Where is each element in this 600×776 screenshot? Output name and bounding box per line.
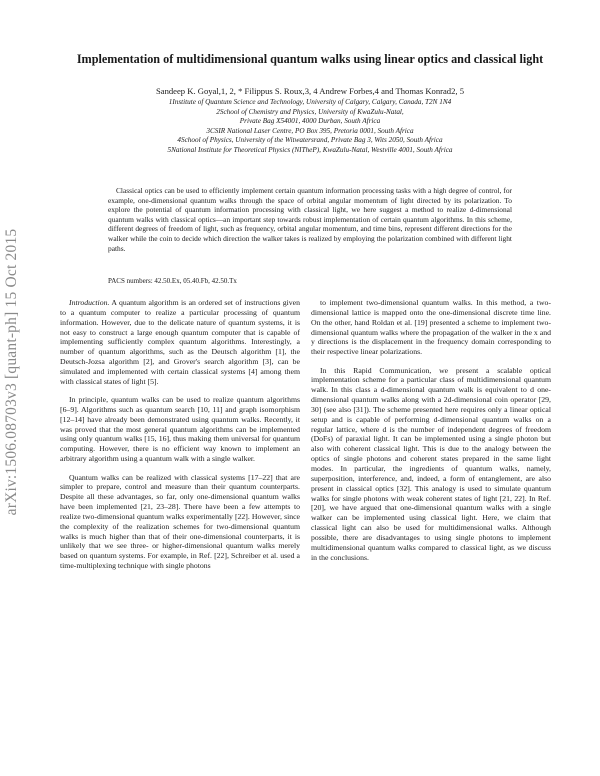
paragraph-continuation: to implement two-dimensional quantum walks. In this method, a two-dimensional lattice is mapped onto the one-dimensional discrete time line. On the other, hand Roldan et al. [19] presented a scheme to implement two-dimensional quantum walks where the propagation of the walker in the x and y directions is the displacement in the frequency domain corresponding to their respective linear polarizations. <box>311 298 551 357</box>
affiliation-2: 2School of Chemistry and Physics, University of KwaZulu-Natal, <box>216 107 404 116</box>
affiliation-2-cont: Private Bag X54001, 4000 Durban, South Africa <box>239 117 381 125</box>
author-list: Sandeep K. Goyal,1, 2, * Filippus S. Roux,3, 4 Andrew Forbes,4 and Thomas Konrad2, 5 <box>155 86 464 96</box>
affiliation-3: 3CSIR National Laser Centre, PO Box 395, Pretoria 0001, South Africa <box>206 126 414 135</box>
introduction-heading: Introduction. <box>69 298 110 307</box>
affiliation-4: 4School of Physics, University of the Witwatersrand, Private Bag 3, Wits 2050, South Africa <box>177 136 443 144</box>
affiliation-1: 1Institute of Quantum Science and Technology, University of Calgary, Calgary, Canada, T2N 1N4 <box>168 98 452 106</box>
affiliation-5: 5National Institute for Theoretical Physics (NITheP), KwaZulu-Natal, Westville 4001, South Africa <box>167 145 453 154</box>
paper-title: Implementation of multidimensional quantum walks using linear optics and classical light <box>76 52 544 66</box>
pacs-numbers: PACS numbers: 42.50.Ex, 05.40.Fb, 42.50.Tx <box>108 277 237 285</box>
abstract: Classical optics can be used to efficiently implement certain quantum information processing tasks with a high degree of control, for example, one-dimensional quantum walks through the space of orbital angular momentum of light directed by its polarization. To explore the potential of quantum information processing with classical light, we here suggest a method to realize d-dimensional quantum walks with classical optics—an important step towards robust implementation of certain quantum algorithms. In this scheme, different degrees of freedom of light, such as frequency, orbital angular momentum, and time bins, represent different directions for the walker while the coin to decide which direction the walker takes is realized by employing the polarization combined with different light paths. <box>108 186 512 253</box>
paragraph-classical-systems: Quantum walks can be realized with classical systems [17–22] that are simpler to prepare, control and measure than their quantum counterparts. Despite all these advantages, so far, only one-dimensional quantum walks have been implemented [21, 23–28]. There have been a few attempts to realize two-dimensional quantum walks experimentally [22]. However, since the complexity of the realization schemes for two-dimensional quantum walks is much higher than that of their one-dimensional counterparts, it is unlikely that we see three- or higher-dimensional quantum walks merely based on quantum systems. For example, in Ref. [22], Schreiber et al. used a time-multiplexing technique with single photons <box>60 472 300 571</box>
right-column <box>311 298 551 571</box>
left-column <box>60 298 300 579</box>
paragraph-rapid-communication: In this Rapid Communication, we present a scalable optical implementation scheme for a particular class of multidimensional quantum walk. In this class a d-dimensional quantum walk is equivalent to d one-dimensional quantum walks along with a 2d-dimensional coin operator [29, 30] (see also [31]). The scheme presented here requires only a linear optical setup and is capable of performing d-dimensional quantum walks on a regular lattice, where d is the number of independent degrees of freedom (DoFs) of paraxial light. It can be implemented using a single photon but also with coherent classical light. This is due to the analogy between the optics of single photons and coherent states prepared in the same light modes. In particular, the ingredients of quantum walks, namely, superposition, interference, and, indeed, a form of entanglement, are also present in classical optics [32]. This analogy is used to simulate quantum walks for single photons with weak coherent states of light [21, 22]. In Ref. [20], we have argued that one-dimensional quantum walks with a single walker can be implemented using classical light. Here, we claim that classical light can also be used for multidimensional walks. Although possible, there are disadvantages to using single photons to implement multidimensional quantum walks compared to classical light, as we discuss in the conclusions. <box>311 365 551 562</box>
paragraph-introduction <box>60 298 300 387</box>
arxiv-identifier[interactable]: arXiv:1506.08703v3 [quant-ph] 15 Oct 2015 <box>3 228 20 516</box>
paragraph-quantum-walks: In principle, quantum walks can be used to realize quantum algorithms [6–9]. Algorithms such as quantum search [10, 11] and graph isomorphism [12–14] have already been demonstrated using quantum walks. Recently, it was proved that the most general quantum algorithms can be implemented using only quantum walks [15, 16], thus making them universal for quantum computing. However, there is no efficient way known to implement an arbitrary algorithm using a quantum walk with a single walker. <box>60 395 300 464</box>
affiliation-list <box>60 98 560 155</box>
introduction-text: A quantum algorithm is an ordered set of instructions given to a quantum computer to realize a particular processing of quantum information. However, due to the delicate nature of quantum systems, it is not easy to construct a large enough quantum computer that is capable of implementing sufficiently complex quantum algorithms. Interestingly, a number of quantum algorithms, such as the Deutsch algorithm [1], the Deutsch-Jozsa algorithm [2], and Grover's search algorithm [3], can be simulated and implemented with certain classical systems [4] among them with classical states of light [5]. <box>60 298 300 386</box>
